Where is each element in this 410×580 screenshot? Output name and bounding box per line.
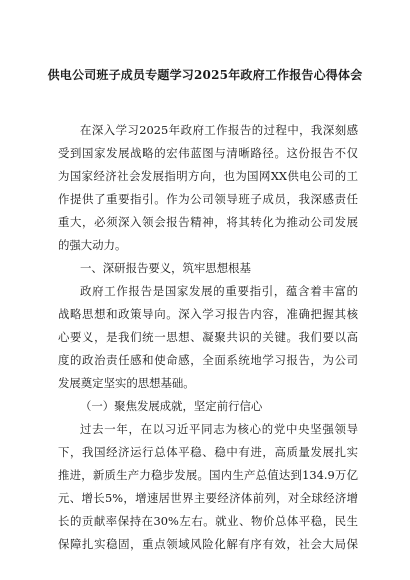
paragraph-line: 作提供了重要指引。作为公司领导班子成员，我深感责任 [58,192,358,206]
paragraph-line: 度的政治责任感和使命感，全面系统地学习报告，为公司 [58,353,358,367]
paragraph-line: 发展奠定坚实的思想基础。 [58,376,195,390]
paragraph-line: 为国家经济社会发展指明方向，也为国网XX供电公司的工 [58,169,358,183]
paragraph-line: 元、增长5%，增速居世界主要经济体前列，对全球经济增 [58,491,358,505]
document-title: 供电公司班子成员专题学习2025年政府工作报告心得体会 [47,68,363,82]
paragraph-line: 战略思想和政策导向。深入学习报告内容，准确把握其核 [58,307,358,321]
paragraph-line: 政府工作报告是国家发展的重要指引，蕴含着丰富的 [80,284,358,298]
paragraph-line: 在深入学习2025年政府工作报告的过程中，我深刻感 [80,123,358,137]
paragraph-line: 过去一年，在以习近平同志为核心的党中央坚强领导 [80,422,358,436]
paragraph-line: 下，我国经济运行总体平稳、稳中有进，高质量发展扎实 [58,445,358,459]
paragraph-line: 推进，新质生产力稳步发展。国内生产总值达到134.9万亿 [58,468,358,482]
paragraph-line: 受到国家发展战略的宏伟蓝图与清晰路径。这份报告不仅 [58,146,358,160]
paragraph-line: 的强大动力。 [58,238,127,252]
section-heading: 一、深研报告要义，筑牢思想根基 [80,261,251,275]
paragraph-line: 保障扎实稳固，重点领域风险化解有序有效，社会大局保 [58,537,358,551]
paragraph-line: 长的贡献率保持在30%左右。就业、物价总体平稳，民生 [58,514,358,528]
subsection-heading: （一）聚焦发展成就，坚定前行信心 [80,399,263,413]
paragraph-line: 心要义，是我们统一思想、凝聚共识的关键。我们要以高 [58,330,358,344]
paragraph-line: 重大，必须深入领会报告精神，将其转化为推动公司发展 [58,215,358,229]
